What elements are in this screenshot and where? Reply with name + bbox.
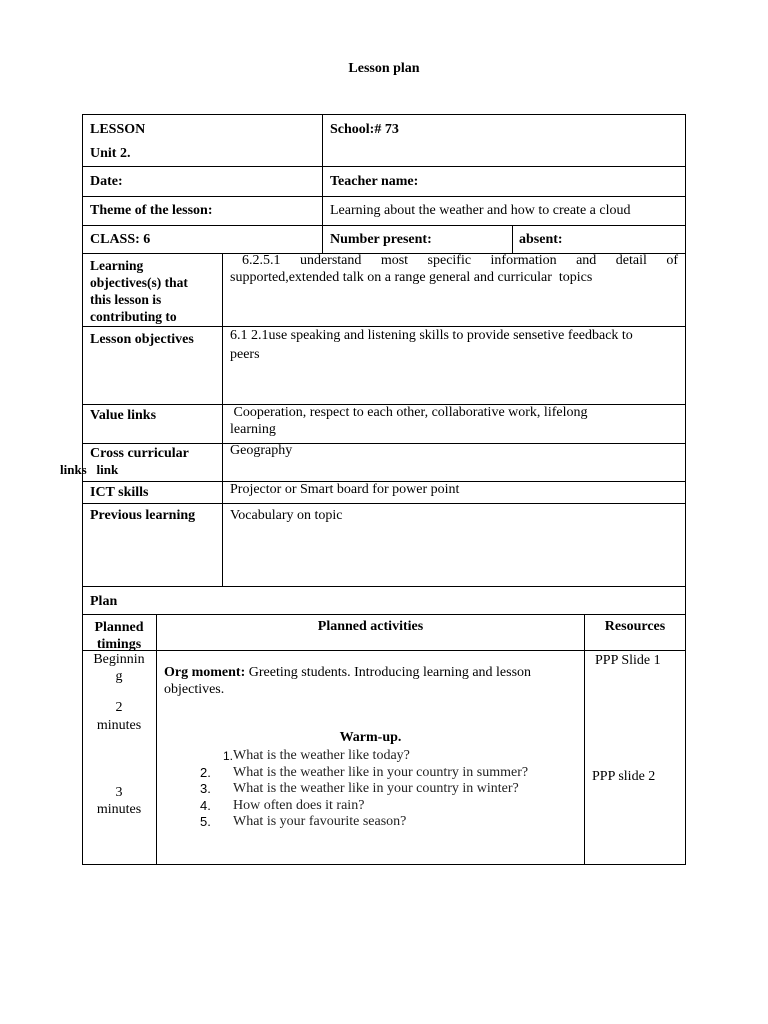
cross-curricular-label-line2: links link: [60, 462, 119, 477]
value-links-value-line2: learning: [230, 422, 276, 437]
lesson-objectives-value-line2: peers: [230, 347, 260, 362]
org-moment-label: Org moment:: [164, 665, 246, 680]
lesson-objectives-value-line1: 6.1 2.1use speaking and listening skills to provide sensetive feedback to: [230, 328, 633, 343]
ict-skills-value: Projector or Smart board for power point: [230, 482, 460, 497]
list-item: 1. What is the weather like today?: [222, 748, 410, 763]
lesson-label: LESSON: [90, 122, 146, 137]
learning-objectives-value-line1: 6.2.5.1 understand most specific information and detail of: [242, 253, 678, 268]
theme-value: Learning about the weather and how to create a cloud: [330, 203, 631, 218]
timing-2-minutes: 2 minutes: [96, 700, 142, 733]
col-planned-timings: Planned timings: [94, 620, 144, 651]
timing-3-minutes: 3 minutes: [96, 785, 142, 817]
date-label: Date:: [90, 174, 123, 189]
number-present-label: Number present:: [330, 232, 432, 247]
list-item: 4. How often does it rain?: [200, 797, 365, 813]
org-moment: [164, 664, 580, 698]
warmup-question-list: [200, 748, 528, 831]
lesson-objectives-label: Lesson objectives: [90, 332, 194, 347]
list-item: 2. What is the weather like in your country in summer?: [200, 764, 529, 780]
cross-curricular-value: Geography: [230, 443, 293, 458]
unit-label: Unit 2.: [90, 146, 131, 161]
cross-curricular-label: Cross curricular: [90, 446, 189, 461]
theme-label: Theme of the lesson:: [90, 203, 213, 218]
value-links-value-line1: Cooperation, respect to each other, collaborative work, lifelong: [230, 405, 588, 420]
col-resources: Resources: [604, 619, 666, 634]
timing-beginning: Beginnin g: [93, 652, 145, 684]
ict-skills-label: ICT skills: [90, 485, 149, 500]
resource-ppp-slide-1: PPP Slide 1: [595, 653, 661, 668]
class-label: CLASS: 6: [90, 232, 151, 247]
previous-learning-value: Vocabulary on topic: [230, 508, 343, 523]
absent-label: absent:: [519, 232, 563, 247]
org-moment-text2: objectives.: [164, 682, 225, 697]
plan-label: Plan: [90, 594, 118, 609]
list-item: 5. What is your favourite season?: [200, 814, 407, 829]
school-label: School:# 73: [330, 122, 399, 137]
page-title: Lesson plan: [348, 61, 420, 76]
previous-learning-label: Previous learning: [90, 508, 196, 523]
value-links-label: Value links: [90, 408, 157, 423]
list-item: 3. What is the weather like in your country in winter?: [200, 781, 519, 796]
learning-objectives-value-line2: supported,extended talk on a range general and curricular topics: [230, 270, 593, 285]
learning-objectives-label: Learning objectives(s) that this lesson is contributing to: [90, 258, 188, 324]
teacher-name-label: Teacher name:: [330, 174, 419, 189]
org-moment-text: Greeting students. Introducing learning and lesson: [245, 665, 532, 680]
resource-ppp-slide-2: PPP slide 2: [592, 769, 656, 784]
warmup-title: Warm-up.: [339, 730, 402, 745]
col-planned-activities: Planned activities: [317, 619, 424, 634]
